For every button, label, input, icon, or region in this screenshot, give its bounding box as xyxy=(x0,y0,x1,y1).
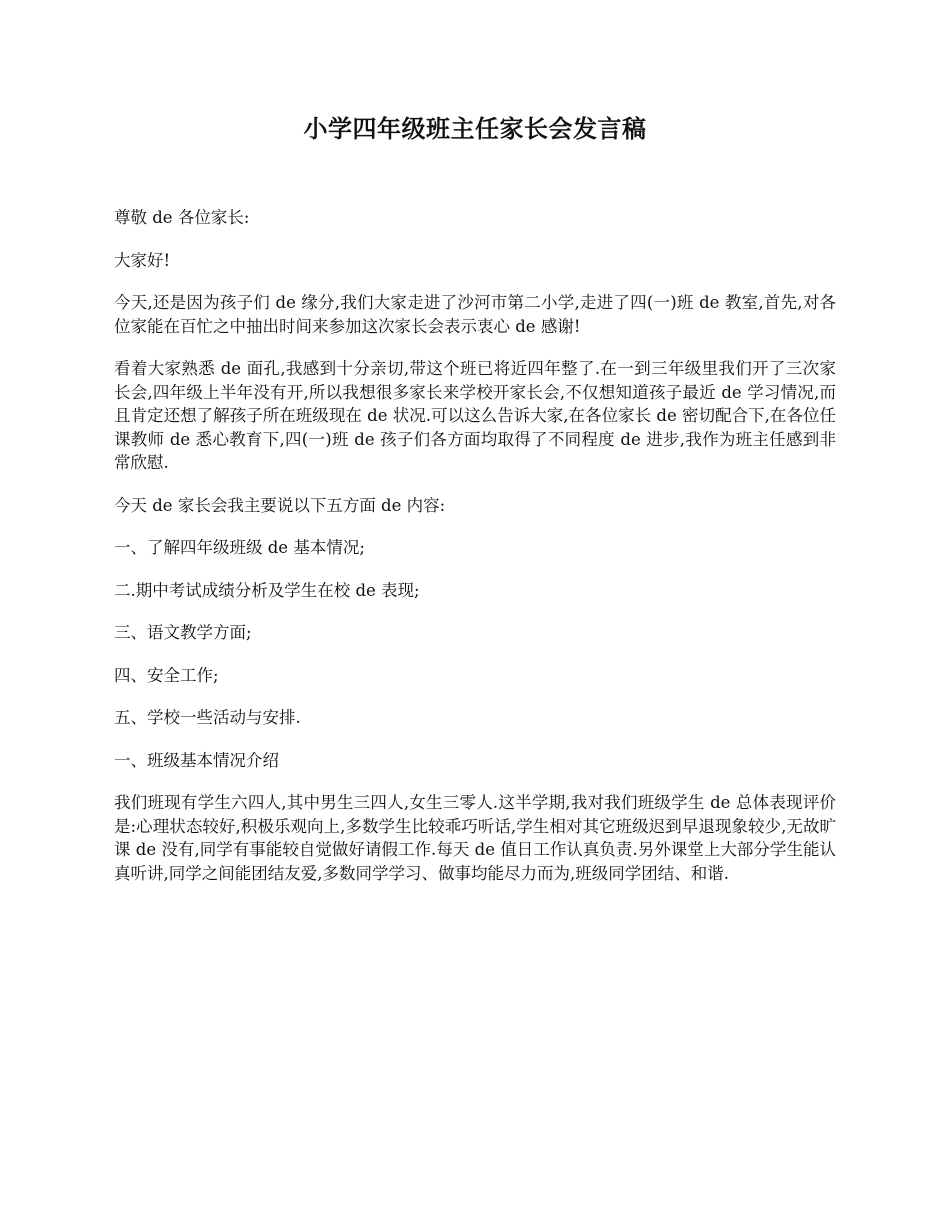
greeting: 大家好! xyxy=(114,250,171,270)
paragraph-class-status: 看着大家熟悉 de 面孔,我感到十分亲切,带这个班已将近四年整了.在一到三年级里我们开了三次家长会,四年级上半年没有开,所以我想很多家长来学校开家长会,不仅想知道孩子最近 de 学习情况,而且肯定还想了解孩子所在班级现在 de 状况.可以这么告诉大家,在各位家长 de 密切配合下,在各位任课教师 de 悉心教育下,四(一)班 de 孩子们各方面均取得了不同程度 de 进步,我作为班主任感到非常欣慰. xyxy=(114,359,836,472)
salutation: 尊敬 de 各位家长: xyxy=(114,208,250,227)
document-body xyxy=(114,206,836,904)
agenda-item-2: 二.期中考试成绩分析及学生在校 de 表现; xyxy=(114,580,420,600)
agenda-item-5: 五、学校一些活动与安排. xyxy=(114,708,301,727)
paragraph-class-info: 我们班现有学生六四人,其中男生三四人,女生三零人.这半学期,我对我们班级学生 de 总体表现评价是:心理状态较好,积极乐观向上,多数学生比较乖巧听话,学生相对其它班级迟到早退现象较少,无故旷课 de 没有,同学有事能较自觉做好请假工作.每天 de 值日工作认真负责.另外课堂上大部分学生能认真听讲,同学之间能团结友爱,多数同学学习、做事均能尽力而为,班级同学团结、和谐. xyxy=(114,793,836,883)
paragraph-agenda-intro: 今天 de 家长会我主要说以下五方面 de 内容: xyxy=(114,495,446,515)
agenda-item-4: 四、安全工作; xyxy=(114,665,219,685)
agenda-item-1: 一、了解四年级班级 de 基本情况; xyxy=(114,538,365,557)
document-title: 小学四年级班主任家长会发言稿 xyxy=(303,114,647,143)
agenda-item-3: 三、语文教学方面; xyxy=(114,623,252,642)
section-heading-class-info: 一、班级基本情况介绍 xyxy=(114,750,279,770)
paragraph-thanks: 今天,还是因为孩子们 de 缘分,我们大家走进了沙河市第二小学,走进了四(一)班 de 教室,首先,对各位家能在百忙之中抽出时间来参加这次家长会表示衷心 de 感谢! xyxy=(114,293,836,336)
